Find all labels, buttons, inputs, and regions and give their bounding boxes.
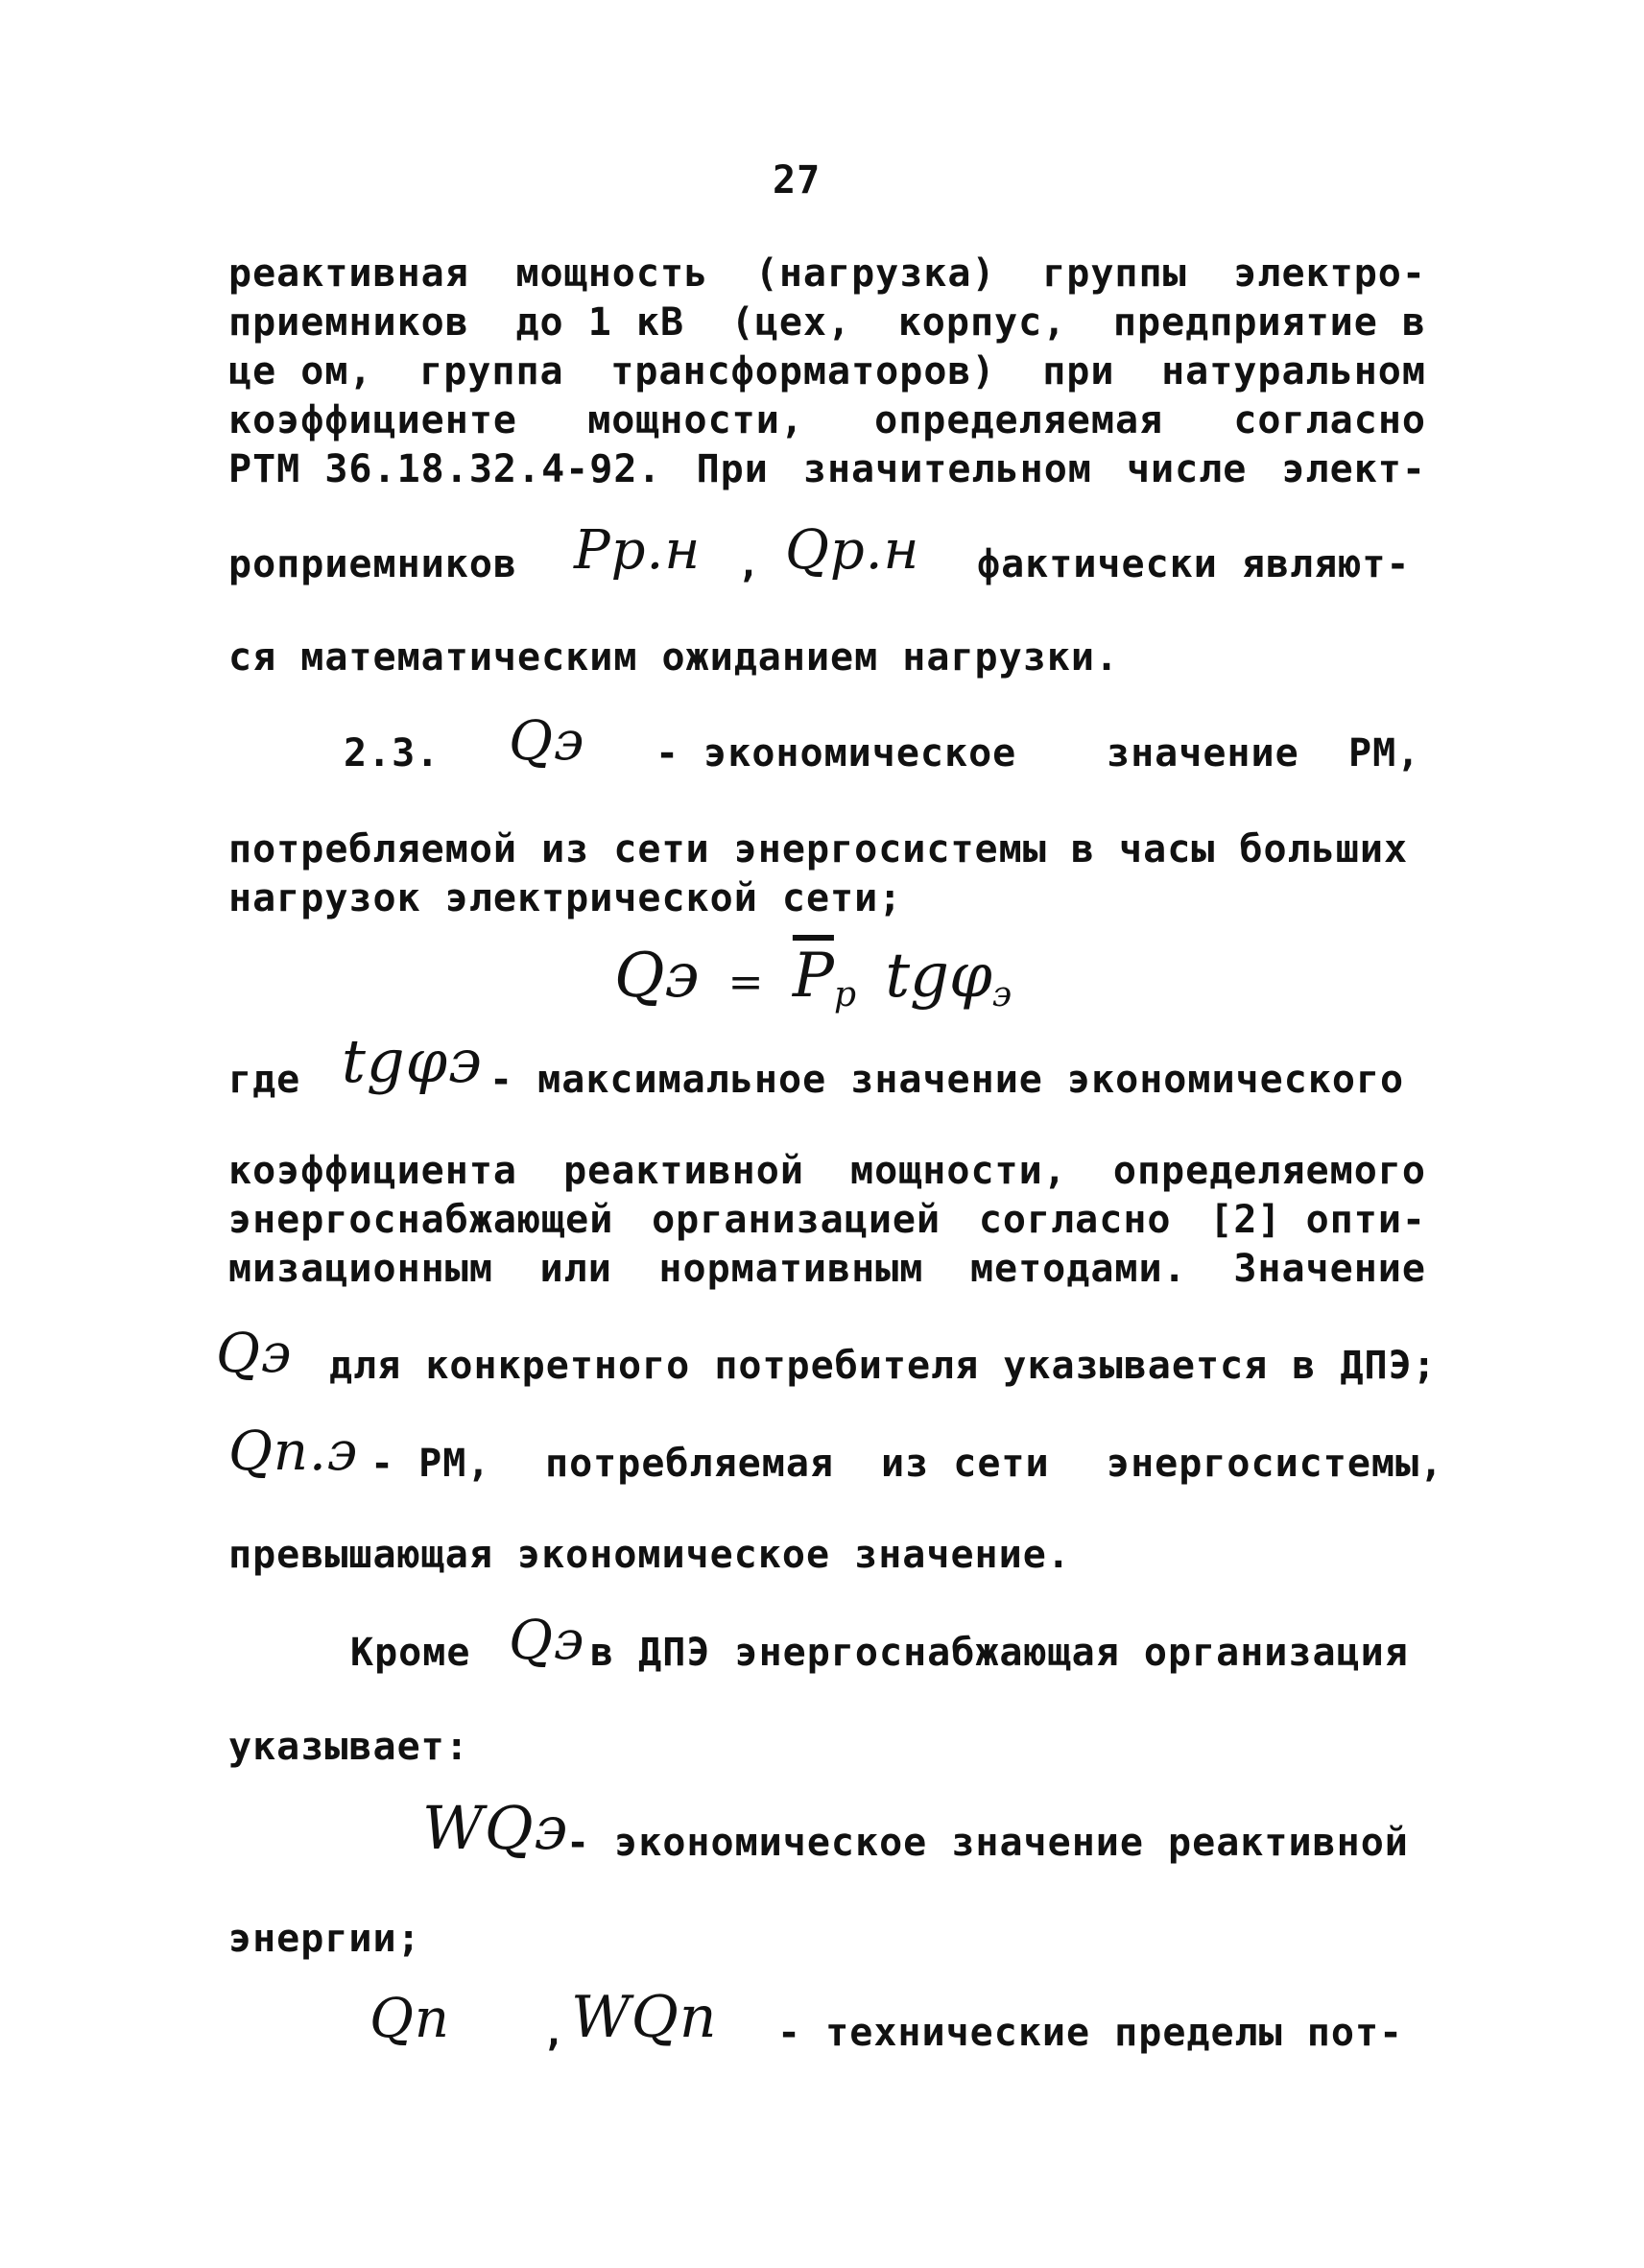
symbol-q-pe: Qп.э <box>228 1420 359 1483</box>
text-line-2: приемников до 1 кВ (цех, корпус, предприятие в <box>228 300 1426 345</box>
section-2-3: 2.3. Qэ - экономическое значение РМ, <box>344 710 1421 776</box>
symbol-q-e-2: Qэ <box>216 1323 293 1385</box>
symbol-q-e: Qэ <box>509 710 585 773</box>
symbol-q-n: Qп <box>369 1988 450 2050</box>
text-line-4: коэффициенте мощности, определяемая согласно <box>228 398 1426 442</box>
text-line-s23-2: потребляемой из сети энергосистемы в часы больших <box>228 827 1409 871</box>
text-line-1: реактивная мощность (нагрузка) группы электро- <box>228 251 1426 296</box>
where-line: где tgφэ - максимальное значение экономического <box>228 1026 1405 1102</box>
qpe-line-2: превышающая экономическое значение. <box>228 1533 1071 1577</box>
text-line-p2-3: мизационным или нормативным методами. Значение <box>228 1247 1426 1291</box>
besides-line: Кроме Qэ в ДПЭ энергоснабжающая организация <box>350 1610 1409 1675</box>
symbol-q-rn: Qр.н <box>785 519 920 582</box>
text-line-7: ся математическим ожиданием нагрузки. <box>228 635 1120 680</box>
symbol-tg-phi-e: tgφэ <box>342 1026 483 1096</box>
text-line-s23-3: нагрузок электрической сети; <box>228 876 903 920</box>
symbol-w-q-e: WQэ <box>422 1793 569 1863</box>
symbol-w-q-n: WQп <box>571 1984 718 2051</box>
text-line-3: це ом, группа трансформаторов) при натуральном <box>228 349 1426 394</box>
text-line-p2-1: коэффициента реактивной мощности, определяемого <box>228 1149 1426 1193</box>
text-line-5: РТМ 36.18.32.4-92. При значительном числе элект- <box>228 447 1426 491</box>
formula-q-e: Qэ = $\overline{P}_р$ tgφ$_э$ <box>614 941 1012 1015</box>
text-line-6: роприемников Pр.н , Qр.н фактически являют- <box>228 519 1411 586</box>
symbol-q-e-3: Qэ <box>509 1610 585 1672</box>
besides-line-2: указывает: <box>228 1725 469 1769</box>
wq-line-2: энергии; <box>228 1917 421 1961</box>
text-line-p2-2: энергоснабжающей организацией согласно [2] опти- <box>228 1198 1426 1242</box>
page-number: 27 <box>773 158 822 203</box>
symbol-p-rn: Pр.н <box>574 519 702 582</box>
